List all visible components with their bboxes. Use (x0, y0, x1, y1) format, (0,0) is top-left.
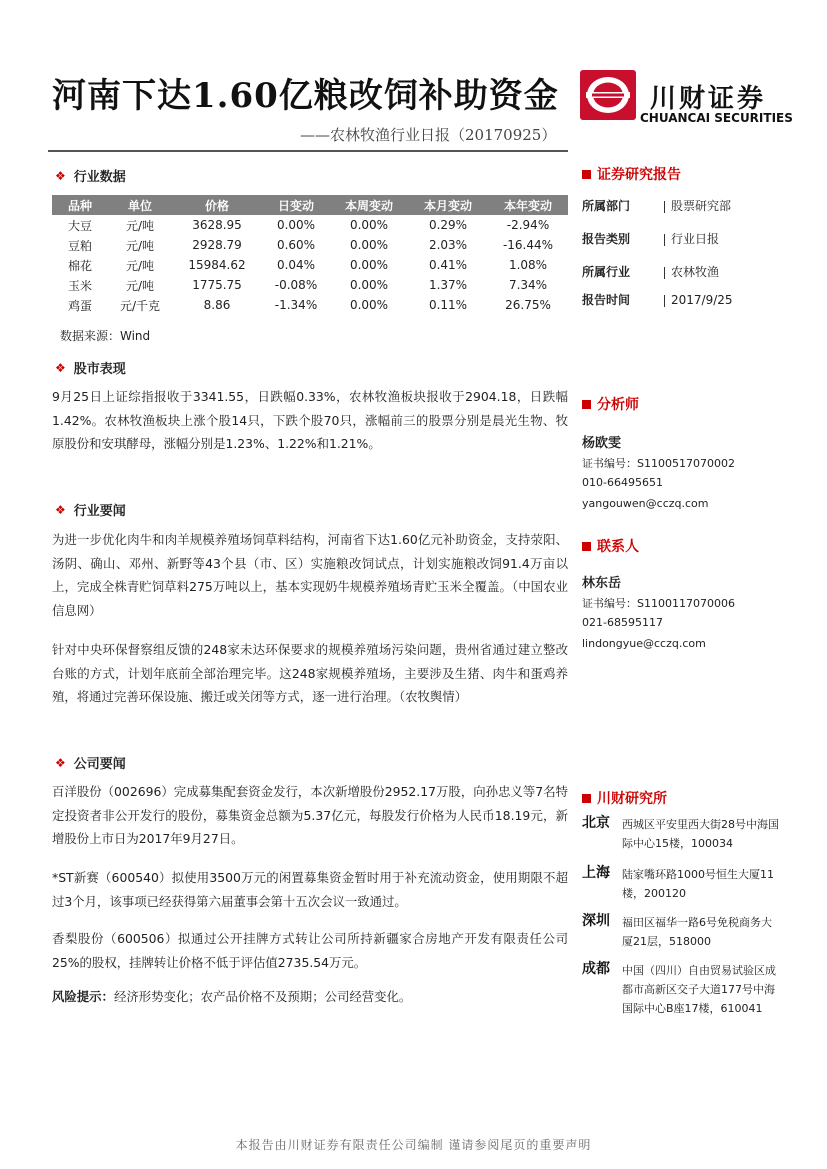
table-row (52, 215, 568, 235)
report-date-row: 报告时间 2017/9/25 (582, 293, 733, 307)
report-dept-row: 所属部门 股票研究部 (582, 199, 732, 213)
table-cell: 玉米 (67, 278, 92, 293)
office-address-shanghai: 陆家嘴环路1000号恒生大厦11楼，200120 (622, 868, 774, 900)
table-cell: 2928.79 (192, 238, 242, 252)
office-address-beijing: 西城区平安里西大街28号中海国际中心15楼，100034 (622, 818, 779, 850)
table-cell: 15984.62 (188, 258, 246, 272)
company-paragraph-3: 香梨股份（600506）拟通过公开挂牌方式转让公司所持新疆家合房地产开发有限责任公司25%的股权，挂牌转让价格不低于评估值2735.54万元。 (52, 931, 568, 970)
table-cell: 棉花 (67, 258, 92, 273)
analyst-heading: 分析师 (582, 394, 639, 414)
diamond-bullet-icon: ❖ (55, 168, 66, 183)
table-row (52, 275, 568, 295)
news-paragraph-1: 为进一步优化肉牛和肉羊规模养殖场饲草料结构，河南省下达1.60亿元补助资金，支持荥阳、汤阴、确山、邓州、新野等43个县（市、区）实施粮改饲试点，计划实施粮改饲91.4万亩以上，完成全株青贮饲草料275万吨以上，基本实现奶牛规模养殖场青贮玉米全覆盖。（中国农业信息网） (52, 532, 568, 618)
table-header-cell: 品种 (52, 195, 108, 215)
analyst-email[interactable]: yangouwen@cczq.com (582, 497, 709, 510)
logo-english-name: CHUANCAI SECURITIES (640, 111, 793, 125)
contact-email[interactable]: lindongyue@cczq.com (582, 637, 706, 650)
red-square-icon (582, 400, 591, 409)
page-footer-disclaimer: 本报告由川财证券有限责任公司编制 谨请参阅尾页的重要声明 (235, 1138, 592, 1152)
table-cell: 3628.95 (192, 218, 242, 232)
table-cell: 7.34% (508, 278, 548, 292)
table-cell: 8.86 (203, 298, 231, 312)
table-cell: 元/吨 (125, 238, 155, 253)
analyst-name: 杨欧雯 (582, 436, 622, 451)
market-paragraph: 9月25日上证综指报收于3341.55，日跌幅0.33%，农林牧渔板块报收于2904.18，日跌幅1.42%。农林牧渔板块上涨个股14只，下跌个股70只，涨幅前三的股票分别是晨光生物、牧原股份和安琪酵母，涨幅分别是1.23%、1.22%和1.21%。 (52, 389, 568, 451)
table-cell: 26.75% (505, 298, 551, 312)
office-city-shenzhen: 深圳 (582, 913, 610, 929)
section-company-news: ❖ 公司要闻 (55, 755, 126, 772)
logo-chinese-name: 川财证券 (650, 84, 767, 114)
risk-text: 经济形势变化；农产品价格不及预期；公司经营变化。 (113, 989, 412, 1004)
table-cell: -2.94% (506, 218, 550, 232)
contact-cert: 证书编号：S1100117070006 (582, 597, 735, 610)
report-type-row: 报告类别 行业日报 (582, 232, 720, 246)
table-row (52, 255, 568, 275)
contact-phone: 021-68595117 (582, 616, 663, 629)
table-cell: 1775.75 (192, 278, 242, 292)
company-paragraph-2: *ST新赛（600540）拟使用3500万元的闲置募集资金暂时用于补充流动资金，使用期限不超过3个月，该事项已经获得第六届董事会第十五次会议一致通过。 (52, 870, 568, 909)
news-paragraph-2: 针对中央环保督察组反馈的248家未达环保要求的规模养殖场污染问题，贵州省通过建立整改台账的方式，计划年底前全部治理完毕。这248家规模养殖场，主要涉及生猪、肉牛和蛋鸡养殖，将通过完善环保设施、搬迁或关闭等方式，逐一进行治理。（农牧舆情） (52, 642, 568, 704)
red-square-icon (582, 542, 591, 551)
table-header-row (52, 195, 568, 215)
industry-data-table (52, 195, 568, 315)
contact-name: 林东岳 (582, 576, 622, 591)
report-industry-row: 所属行业 农林牧渔 (582, 265, 720, 279)
analyst-phone: 010-66495651 (582, 476, 663, 489)
table-cell: 2.03% (428, 238, 468, 252)
contact-heading: 联系人 (582, 536, 639, 556)
table-cell: 元/千克 (119, 298, 161, 313)
table-cell: 元/吨 (125, 218, 155, 233)
title-rule (48, 150, 568, 152)
analyst-cert: 证书编号：S1100517070002 (582, 457, 735, 470)
company-paragraph-1: 百洋股份（002696）完成募集配套资金发行，本次新增股份2952.17万股，向孙忠义等7名特定投资者非公开发行的股份，募集资金总额为5.37亿元，每股发行价格为人民币18.19元，新增股份上市日为2017年9月27日。 (52, 784, 568, 846)
table-cell: -1.34% (274, 298, 318, 312)
table-cell: 0.00% (349, 238, 389, 252)
table-cell: -0.08% (274, 278, 318, 292)
office-address-shenzhen: 福田区福华一路6号免税商务大厦21层，518000 (622, 916, 772, 948)
red-square-icon (582, 170, 591, 179)
table-cell: 元/吨 (125, 258, 155, 273)
institute-heading: 川财研究所 (582, 788, 667, 808)
table-cell: 0.60% (276, 238, 316, 252)
office-city-shanghai: 上海 (582, 865, 610, 881)
table-row (52, 295, 568, 315)
table-cell: 0.41% (428, 258, 468, 272)
table-cell: 0.11% (428, 298, 468, 312)
report-info-heading: 证券研究报告 (582, 164, 681, 184)
table-header-cell: 价格 (172, 195, 262, 215)
table-header-cell: 日变动 (262, 195, 330, 215)
table-header-cell: 本年变动 (488, 195, 568, 215)
table-row (52, 235, 568, 255)
diamond-bullet-icon: ❖ (55, 502, 66, 517)
office-address-chengdu: 中国（四川）自由贸易试验区成都市高新区交子大道177号中海国际中心B座17楼，610041 (622, 964, 776, 1015)
table-cell: 0.00% (349, 258, 389, 272)
diamond-bullet-icon: ❖ (55, 755, 66, 770)
office-city-beijing: 北京 (582, 815, 610, 831)
risk-warning (52, 985, 568, 1009)
table-header-cell: 本月变动 (408, 195, 488, 215)
table-cell: 大豆 (67, 218, 92, 233)
table-cell: 豆粕 (67, 238, 92, 253)
diamond-bullet-icon: ❖ (55, 360, 66, 375)
table-cell: 1.37% (428, 278, 468, 292)
table-header-cell: 单位 (108, 195, 172, 215)
section-industry-data: ❖ 行业数据 (55, 168, 126, 185)
risk-label: 风险提示： (52, 989, 114, 1004)
table-header-cell: 本周变动 (330, 195, 408, 215)
table-cell: 0.00% (349, 278, 389, 292)
page-title: 河南下达1.60亿粮改饲补助资金 (52, 76, 559, 116)
table-cell: 鸡蛋 (67, 298, 92, 313)
table-cell: 0.29% (428, 218, 468, 232)
red-square-icon (582, 794, 591, 803)
data-source-note: 数据来源：Wind (60, 329, 151, 343)
chuancai-logo-icon (580, 70, 636, 120)
table-cell: 0.04% (276, 258, 316, 272)
table-cell: 0.00% (349, 298, 389, 312)
section-industry-news: ❖ 行业要闻 (55, 502, 126, 519)
table-cell: 0.00% (276, 218, 316, 232)
office-city-chengdu: 成都 (582, 961, 610, 977)
page-subtitle: ——农林牧渔行业日报（20170925） (300, 126, 557, 144)
table-cell: 1.08% (508, 258, 548, 272)
section-market: ❖ 股市表现 (55, 360, 126, 377)
table-cell: -16.44% (502, 238, 554, 252)
table-cell: 0.00% (349, 218, 389, 232)
table-cell: 元/吨 (125, 278, 155, 293)
